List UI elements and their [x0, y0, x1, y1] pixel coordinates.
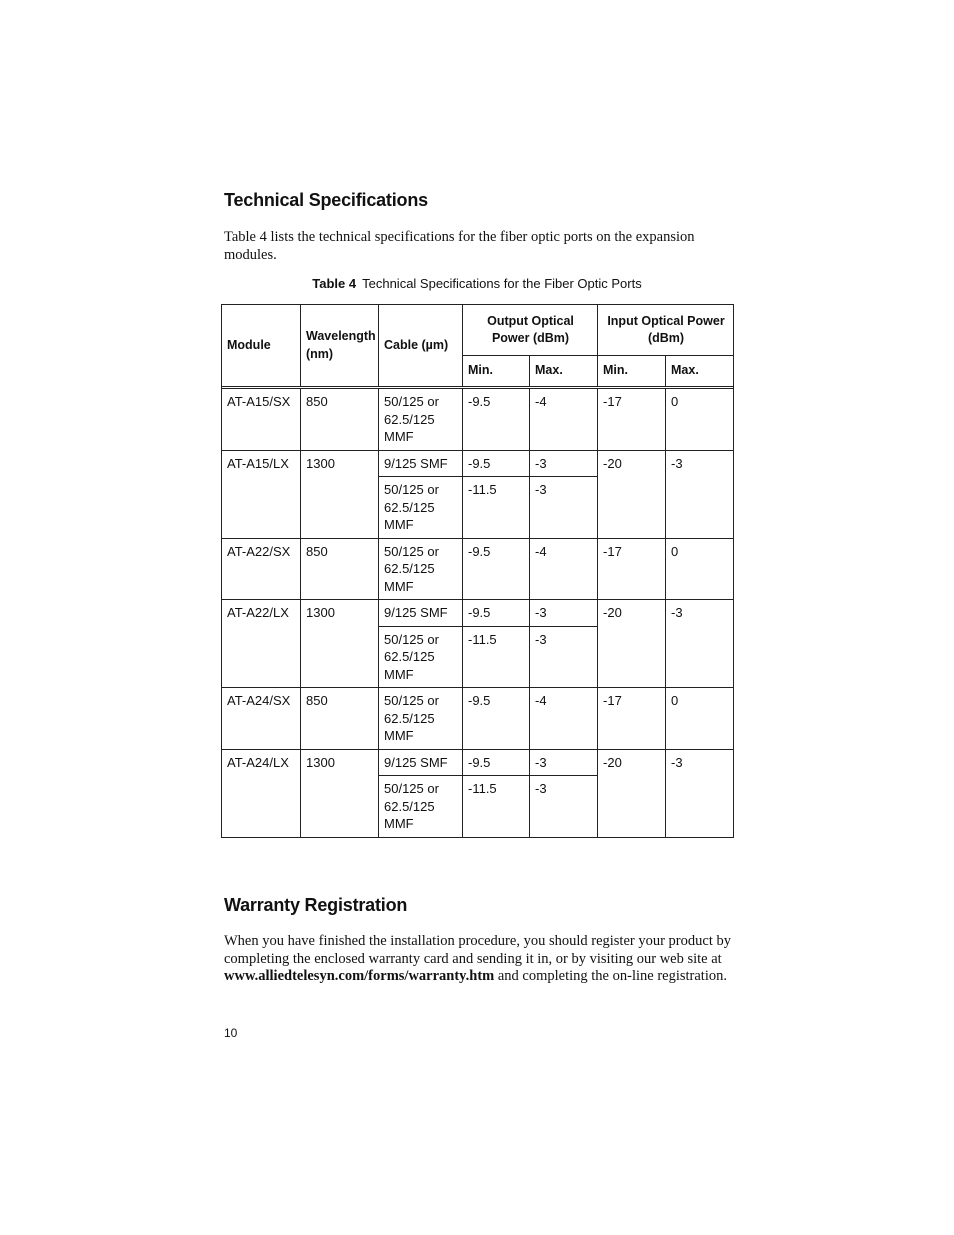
- output-min-cell: -9.5: [463, 538, 530, 600]
- table-row: [222, 688, 734, 750]
- wavelength-cell: 1300: [301, 600, 379, 688]
- cable-cell: 50/125 or 62.5/125 MMF: [379, 477, 463, 539]
- warranty-url: www.alliedtelesyn.com/forms/warranty.htm: [224, 968, 495, 984]
- input-max-cell: 0: [666, 538, 734, 600]
- table-row: [222, 538, 734, 600]
- input-min-cell: -17: [598, 389, 666, 451]
- table-row: [222, 450, 734, 477]
- output-min-cell: -9.5: [463, 600, 530, 627]
- input-max-cell: -3: [666, 450, 734, 538]
- section-heading-technical-specifications: Technical Specifications: [224, 190, 428, 210]
- cable-cell: 9/125 SMF: [379, 450, 463, 477]
- warranty-text-after: and completing the on-line registration.: [494, 968, 727, 984]
- header-input-power: Input Optical Power (dBm): [598, 305, 734, 356]
- output-max-cell: -3: [530, 776, 598, 838]
- table-row: [222, 749, 734, 776]
- cable-cell: 50/125 or 62.5/125 MMF: [379, 389, 463, 451]
- input-max-cell: -3: [666, 600, 734, 688]
- table-row: [222, 600, 734, 627]
- module-cell: AT-A22/SX: [222, 538, 301, 600]
- header-input-min: Min.: [598, 356, 666, 387]
- input-min-cell: -20: [598, 749, 666, 837]
- table-caption: [221, 276, 733, 291]
- module-cell: AT-A24/LX: [222, 749, 301, 837]
- module-cell: AT-A24/SX: [222, 688, 301, 750]
- cable-cell: 50/125 or 62.5/125 MMF: [379, 688, 463, 750]
- output-max-cell: -3: [530, 450, 598, 477]
- spec-table: [221, 304, 734, 838]
- page-number: 10: [224, 1026, 238, 1040]
- cable-cell: 50/125 or 62.5/125 MMF: [379, 776, 463, 838]
- output-max-cell: -4: [530, 688, 598, 750]
- input-max-cell: -3: [666, 749, 734, 837]
- module-cell: AT-A15/LX: [222, 450, 301, 538]
- table-row: [222, 389, 734, 451]
- table-caption-text: Technical Specifications for the Fiber Optic Ports: [362, 276, 642, 291]
- warranty-paragraph: [224, 933, 734, 986]
- header-output-power: Output Optical Power (dBm): [463, 305, 598, 356]
- cable-cell: 9/125 SMF: [379, 600, 463, 627]
- cable-cell: 50/125 or 62.5/125 MMF: [379, 626, 463, 688]
- output-min-cell: -9.5: [463, 688, 530, 750]
- header-input-max: Max.: [666, 356, 734, 387]
- output-min-cell: -11.5: [463, 626, 530, 688]
- output-max-cell: -3: [530, 477, 598, 539]
- table-caption-label: Table 4: [312, 276, 357, 291]
- header-module: Module: [222, 305, 301, 387]
- input-max-cell: 0: [666, 389, 734, 451]
- output-min-cell: -9.5: [463, 749, 530, 776]
- wavelength-cell: 850: [301, 538, 379, 600]
- input-min-cell: -17: [598, 688, 666, 750]
- section-heading-warranty-registration: Warranty Registration: [224, 895, 408, 915]
- intro-paragraph: Table 4 lists the technical specifications for the fiber optic ports on the expansion modules.: [224, 229, 695, 263]
- wavelength-cell: 850: [301, 688, 379, 750]
- header-cable: Cable (µm): [379, 305, 463, 387]
- warranty-text-before: When you have finished the installation procedure, you should register your product by completing the enclosed warranty card and sending it in, or by visiting our web site at: [224, 933, 731, 967]
- output-min-cell: -11.5: [463, 477, 530, 539]
- wavelength-cell: 1300: [301, 749, 379, 837]
- cable-cell: 50/125 or 62.5/125 MMF: [379, 538, 463, 600]
- output-max-cell: -3: [530, 749, 598, 776]
- wavelength-cell: 850: [301, 389, 379, 451]
- input-max-cell: 0: [666, 688, 734, 750]
- spec-table-body: [222, 389, 734, 838]
- output-min-cell: -9.5: [463, 389, 530, 451]
- output-min-cell: -11.5: [463, 776, 530, 838]
- cable-cell: 9/125 SMF: [379, 749, 463, 776]
- output-max-cell: -4: [530, 389, 598, 451]
- output-min-cell: -9.5: [463, 450, 530, 477]
- input-min-cell: -20: [598, 450, 666, 538]
- header-wavelength: Wavelength (nm): [301, 305, 379, 387]
- output-max-cell: -3: [530, 600, 598, 627]
- wavelength-cell: 1300: [301, 450, 379, 538]
- header-output-min: Min.: [463, 356, 530, 387]
- output-max-cell: -4: [530, 538, 598, 600]
- input-min-cell: -17: [598, 538, 666, 600]
- output-max-cell: -3: [530, 626, 598, 688]
- input-min-cell: -20: [598, 600, 666, 688]
- header-output-max: Max.: [530, 356, 598, 387]
- module-cell: AT-A22/LX: [222, 600, 301, 688]
- module-cell: AT-A15/SX: [222, 389, 301, 451]
